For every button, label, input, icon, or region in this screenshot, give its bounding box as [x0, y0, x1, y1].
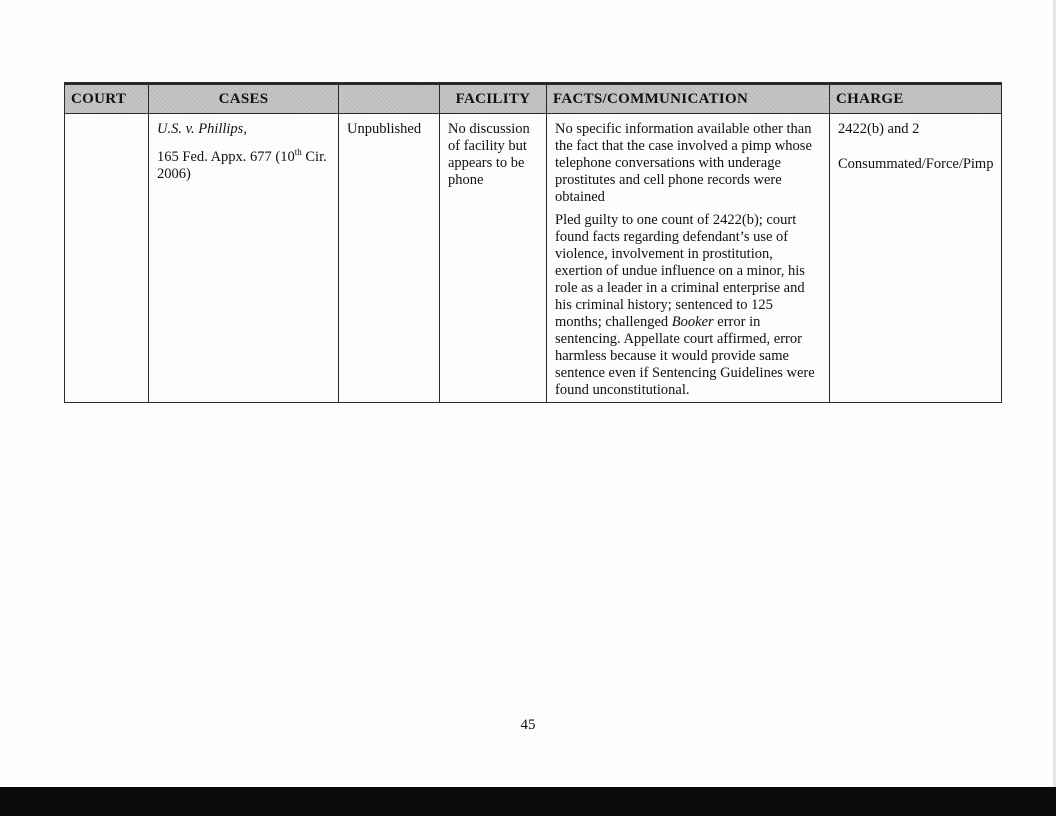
charge-statute: 2422(b) and 2 [838, 121, 920, 137]
header-court: COURT [65, 84, 149, 114]
header-facts-communication: FACTS/COMMUNICATION [547, 84, 830, 114]
header-cases: CASES [149, 84, 339, 114]
header-charge: CHARGE [830, 84, 1002, 114]
cell-charge [830, 114, 1002, 403]
cell-facility: No discussion of facility but appears to be phone [440, 114, 547, 403]
charge-type: Consummated/Force/Pimp [838, 156, 994, 172]
case-name: U.S. v. Phillips, [157, 121, 247, 137]
header-facility: FACILITY [440, 84, 547, 114]
cases-table [64, 82, 1002, 403]
cell-case [149, 114, 339, 403]
page-number: 45 [520, 717, 536, 733]
table-row [65, 114, 1002, 403]
cell-status: Unpublished [339, 114, 440, 403]
cell-facts [547, 114, 830, 403]
header-status [339, 84, 440, 114]
table-header-row [65, 84, 1002, 114]
facts-paragraph-1: No specific information available other than the fact that the case involved a pimp whose telephone conversations with underage prostitutes and cell phone records were obtained [555, 121, 812, 205]
case-citation: 165 Fed. Appx. 677 (10th Cir. 2006) [157, 147, 327, 182]
cell-court [65, 114, 149, 403]
facts-paragraph-2: Pled guilty to one count of 2422(b); court found facts regarding defendant’s use of violence, involvement in prostitution, exertion of undue influence on a minor, his role as a leader in a criminal enterprise and his criminal history; sentenced to 125 months; challenged Booker error in sentencing. Appellate court affirmed, error harmless because it would provide same sentence even if Sentencing Guidelines were found unconstitutional. [555, 212, 815, 398]
scan-bottom-border [0, 787, 1056, 816]
